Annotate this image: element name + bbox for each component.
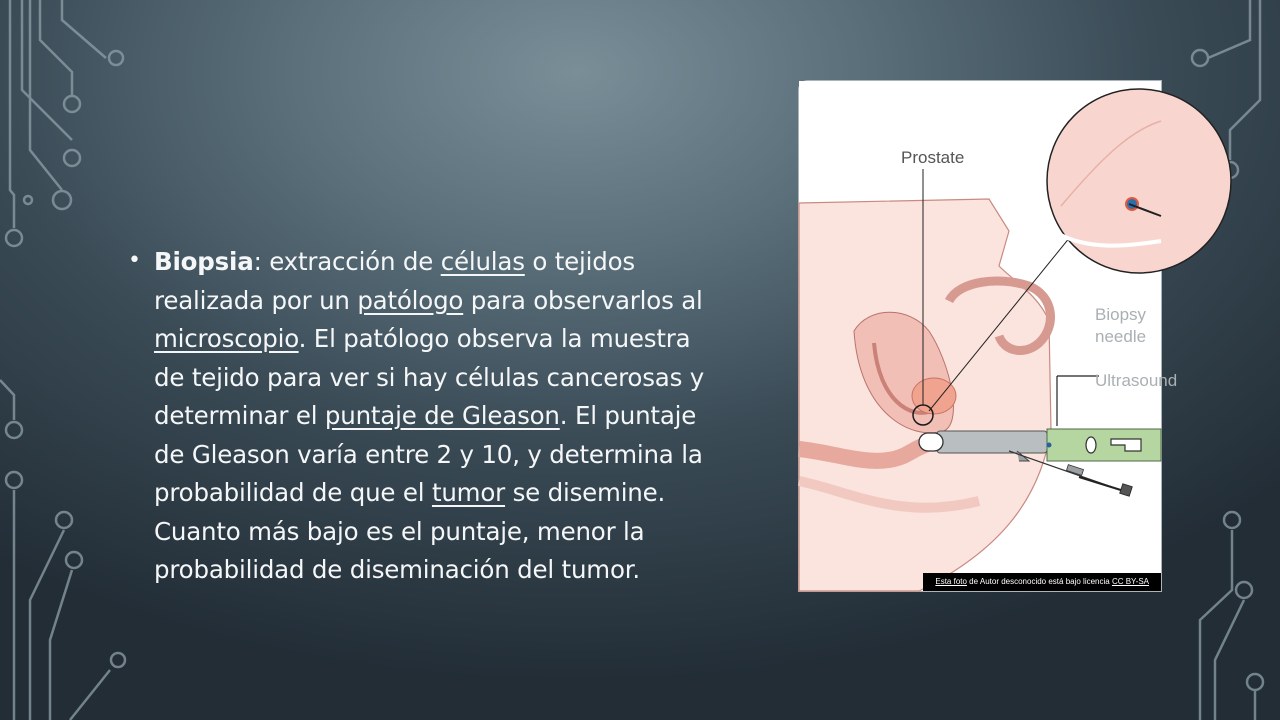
label-needle: needle bbox=[1095, 327, 1147, 346]
image-attribution: Esta foto de Autor desconocido está bajo licencia CC BY-SA bbox=[923, 573, 1161, 591]
link-cc-by-sa[interactable]: CC BY-SA bbox=[1111, 577, 1149, 586]
link-patologo[interactable]: patólogo bbox=[357, 285, 464, 315]
term-biopsia: Biopsia bbox=[154, 247, 254, 276]
biopsy-illustration bbox=[798, 80, 1178, 592]
link-celulas[interactable]: células bbox=[440, 247, 525, 276]
link-esta-foto[interactable]: Esta foto bbox=[935, 577, 967, 586]
label-biopsy: Biopsy bbox=[1095, 305, 1147, 324]
label-prostate: Prostate bbox=[901, 148, 965, 167]
bullet-icon: • bbox=[128, 248, 141, 273]
bullet-text: Biopsia: extracción de células o tejidos realizada por un patólogo para observarlos al microscopio. El patólogo observa la muestra de tejido para ver si hay células cancerosas y determinar el puntaje de Gleason. El puntaje de Gleason varía entre 2 y 10, y determina la probabilidad de que el tumor se disemine. Cuanto más bajo es el puntaje, menor la probabilidad de diseminación del tumor. bbox=[154, 247, 705, 584]
link-microscopio[interactable]: microscopio bbox=[154, 324, 299, 353]
prostate-diagram bbox=[799, 81, 1178, 591]
link-tumor[interactable]: tumor bbox=[431, 478, 506, 507]
bullet-list bbox=[128, 243, 728, 590]
list-item bbox=[128, 243, 728, 590]
label-ultrasound: Ultrasound bbox=[1095, 371, 1178, 390]
link-puntaje-gleason[interactable]: puntaje de Gleason bbox=[324, 401, 560, 430]
